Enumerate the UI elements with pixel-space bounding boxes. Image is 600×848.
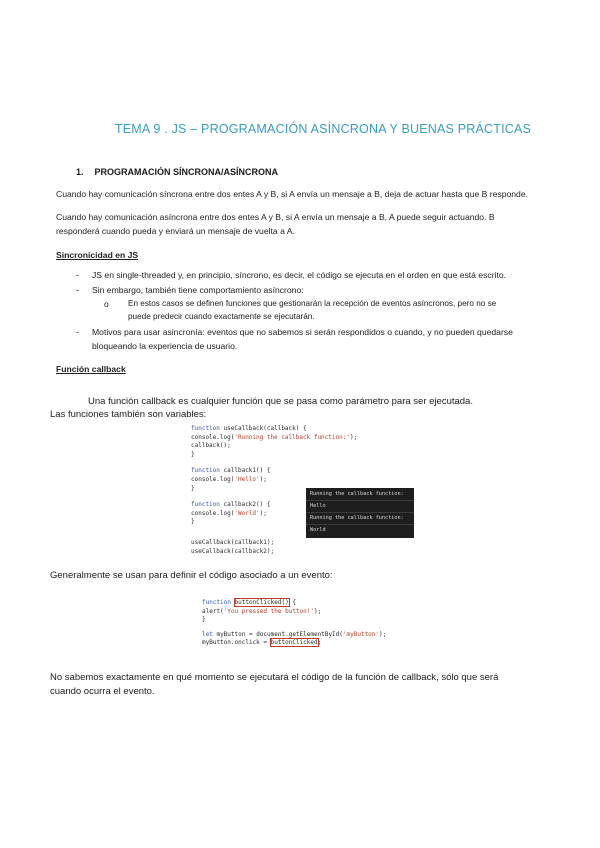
code-line: } — [191, 484, 195, 492]
callback-definition: Una función callback es cualquier función que se pasa como parámetro para ser ejecutada. — [88, 396, 473, 407]
code-line: console.log('World'); — [191, 509, 267, 517]
highlight-handler-reference: buttonClicked — [270, 639, 318, 647]
closing-line2: cuando ocurra el evento. — [50, 686, 155, 697]
console-divider — [306, 500, 414, 501]
console-divider — [306, 524, 414, 525]
code-line: let myButton = document.getElementById('myButton'); — [202, 630, 387, 638]
console-divider — [306, 512, 414, 513]
console-line: Running the callback function: — [310, 515, 404, 521]
bullet-single-threaded: JS en single-threaded y, en principio, síncrono, es decir, el código se ejecuta en el orden en que está escrito. — [92, 270, 507, 280]
code-line: function callback1() { — [191, 467, 271, 475]
section-heading — [76, 167, 278, 177]
paragraph-async-line1: Cuando hay comunicación asíncrona entre dos entes A y B, si A envía un mensaje a B, A puede seguir actuando. B — [56, 212, 495, 222]
functions-are-variables: Las funciones también son variables: — [50, 409, 207, 420]
bullet-async-behavior: Sin embargo, también tiene comportamiento asíncrono: — [92, 285, 304, 295]
code-line: } — [191, 518, 195, 526]
code-line: function buttonClicked() { — [202, 599, 296, 606]
code-line: console.log('Running the callback function:'); — [191, 433, 358, 441]
console-output-panel — [306, 488, 414, 538]
code-line: console.log('Hello'); — [191, 475, 267, 483]
code-line: } — [202, 616, 206, 624]
section-number: 1. — [76, 167, 84, 177]
bullet-motivos-line1: Motivos para usar asincronía: eventos que no sabemos si serán respondidos o cuando, y no pueden quedarse — [92, 327, 513, 337]
sub-bullet-line2: puede predecir cuando exactamente se ejecutarán. — [128, 312, 315, 321]
console-line: Running the callback function: — [310, 491, 404, 497]
code-line: } — [191, 450, 195, 458]
bullet-dash: - — [76, 327, 79, 337]
code-line: myButton.onclick = buttonClicked; — [202, 639, 322, 647]
event-intro: Generalmente se usan para definir el código asociado a un evento: — [50, 570, 333, 581]
console-line: World — [310, 527, 326, 533]
sub-bullet-line1: En estos casos se definen funciones que gestionarán la recepción de eventos asíncronos, pero no se — [128, 299, 497, 308]
page-title: TEMA 9 . JS – PROGRAMACIÓN ASÍNCRONA Y BUENAS PRÁCTICAS — [114, 122, 532, 136]
bullet-dash: - — [76, 285, 79, 295]
bullet-motivos-line2: bloqueando la experiencia de usuario. — [92, 341, 238, 351]
code-line: function callback2() { — [191, 501, 271, 509]
sub-bullet-marker: o — [104, 299, 109, 309]
closing-line1: No sabemos exactamente en qué momento se ejecutará el código de la función de callback, sólo que será — [50, 672, 499, 683]
paragraph-async-line2: responderá cuando pueda y enviará un mensaje de vuelta a A. — [56, 226, 295, 236]
bullet-dash: - — [76, 270, 79, 280]
section-title: PROGRAMACIÓN SÍNCRONA/ASÍNCRONA — [94, 167, 279, 177]
console-line: Hello — [310, 503, 326, 509]
subheading-callback: Función callback — [56, 364, 126, 374]
paragraph-sync: Cuando hay comunicación síncrona entre dos entes A y B, si A envía un mensaje a B, deja de actuar hasta que B responde. — [56, 189, 529, 199]
highlight-function-name: buttonClicked() — [234, 599, 289, 606]
code-line: function useCallback(callback) { — [191, 425, 307, 432]
code-block-event — [202, 599, 386, 648]
code-line: useCallback(callback1); — [191, 538, 275, 546]
code-line: useCallback(callback2); — [191, 547, 275, 555]
code-line: callback(); — [191, 442, 231, 450]
subheading-sincronicidad: Sincronicidad en JS — [56, 250, 139, 260]
code-line: alert('You pressed the button!'); — [202, 607, 322, 615]
